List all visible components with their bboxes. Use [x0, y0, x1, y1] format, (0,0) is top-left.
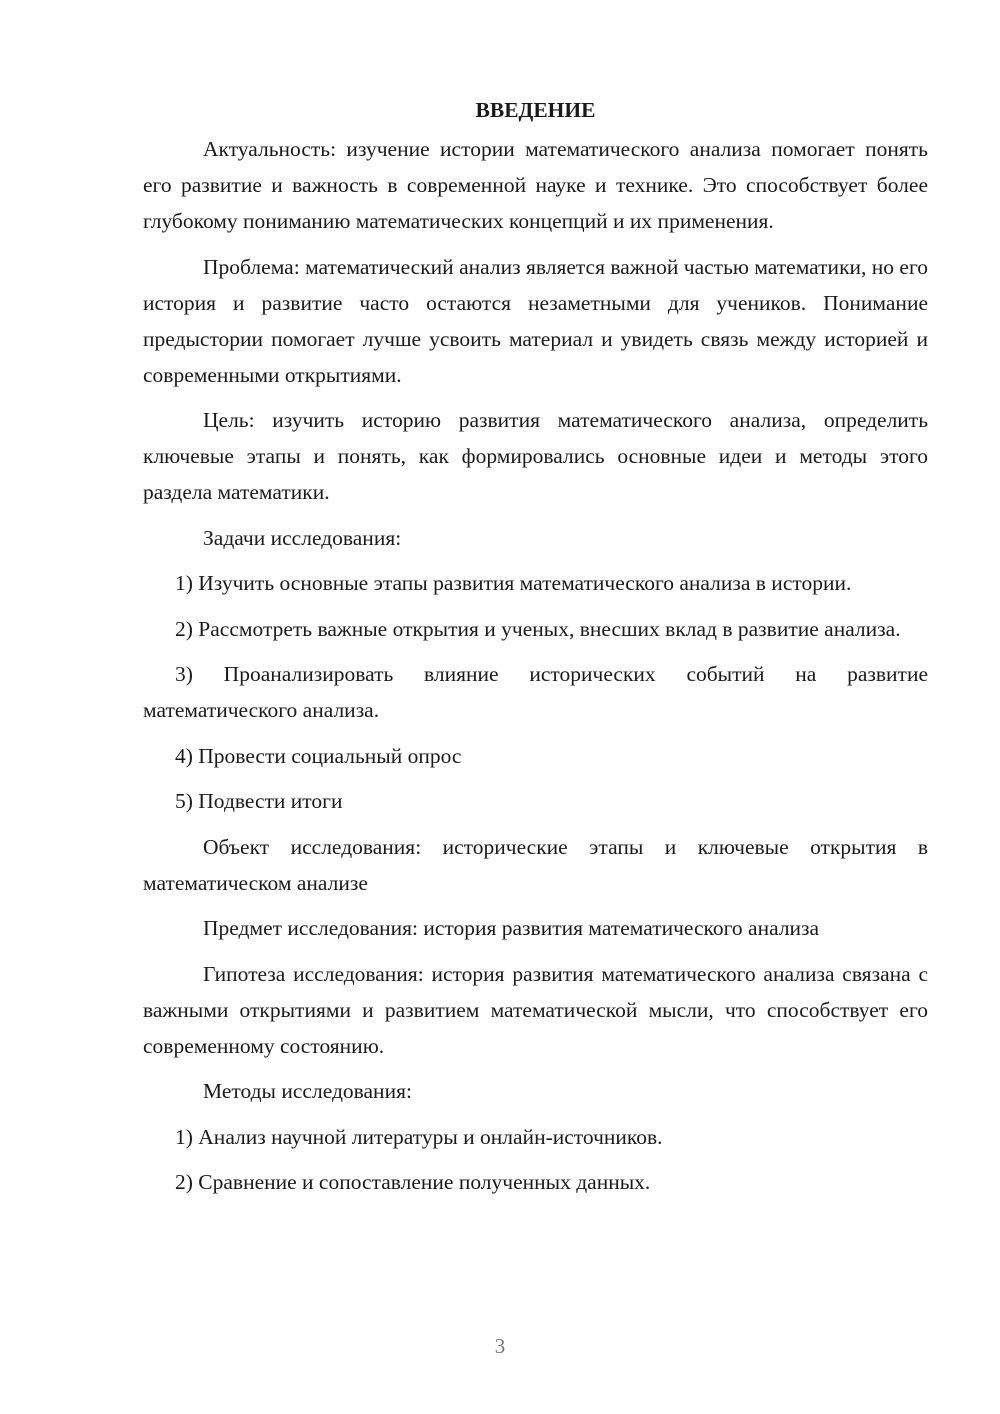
paragraph-goal: Цель: изучить историю развития математического анализа, определить ключевые этапы и понять, как формировались основные идеи и методы этого раздела математики.	[143, 408, 928, 504]
paragraph-object: Объект исследования: исторические этапы и ключевые открытия в математическом анализе	[143, 834, 928, 895]
list-item-task-2: 2) Рассмотреть важные открытия и ученых, внесших вклад в развитие анализа.	[175, 616, 901, 641]
page-number: 3	[494, 1334, 506, 1358]
paragraph-relevance: Актуальность: изучение истории математического анализа помогает понять его развитие и важность в современной науке и технике. Это способствует более глубокому пониманию математических концепций и их применения.	[143, 137, 928, 233]
paragraph-hypothesis: Гипотеза исследования: история развития математического анализа связана с важными открытиями и развитием математической мысли, что способствует его современному состоянию.	[143, 961, 928, 1058]
paragraph-tasks-heading: Задачи исследования:	[203, 525, 402, 550]
paragraph-subject: Предмет исследования: история развития математического анализа	[203, 916, 820, 940]
document-page	[143, 92, 928, 1210]
list-item-task-4: 4) Провести социальный опрос	[175, 743, 462, 768]
list-item-method-1: 1) Анализ научной литературы и онлайн-источников.	[175, 1124, 663, 1149]
list-item-task-5: 5) Подвести итоги	[175, 789, 343, 813]
list-item-task-1: 1) Изучить основные этапы развития математического анализа в истории.	[175, 571, 852, 595]
section-title: ВВЕДЕНИЕ	[475, 98, 596, 122]
paragraph-methods-heading: Методы исследования:	[203, 1079, 412, 1103]
paragraph-problem: Проблема: математический анализ является важной частью математики, но его история и развитие часто остаются незаметными для учеников. Понимание предыстории помогает лучше усвоить материал и увидеть связь между историей и современными открытиями.	[143, 254, 928, 387]
list-item-method-2: 2) Сравнение и сопоставление полученных данных.	[175, 1170, 651, 1194]
list-item-task-3: 3) Проанализировать влияние исторических событий на развитие математического анализа.	[143, 662, 928, 722]
